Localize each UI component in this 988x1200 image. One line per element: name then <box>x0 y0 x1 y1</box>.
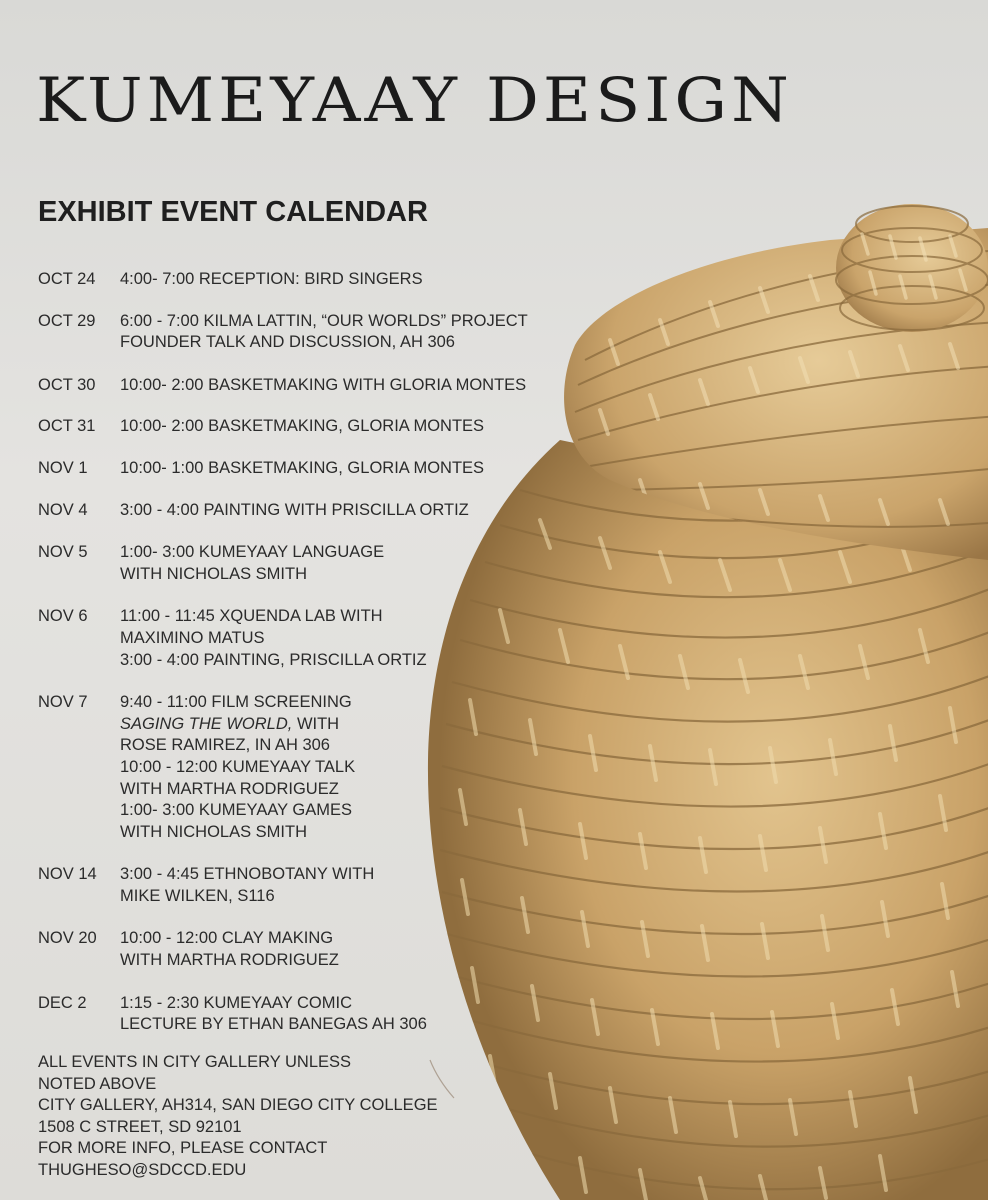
event-date: NOV 4 <box>38 500 88 519</box>
event-line: WITH NICHOLAS SMITH <box>120 564 308 583</box>
poster-subtitle: EXHIBIT EVENT CALENDAR <box>38 196 428 228</box>
event-line-film-title <box>120 714 355 736</box>
event-line: 1:15 - 2:30 KUMEYAAY COMIC <box>120 993 352 1012</box>
event-date: NOV 14 <box>38 865 97 884</box>
poster-title: KUMEYAAY DESIGN <box>36 65 793 136</box>
event-line: WITH NICHOLAS SMITH <box>120 822 308 841</box>
event-line: 1:00- 3:00 KUMEYAAY GAMES <box>120 801 353 820</box>
event-line: 3:00 - 4:45 ETHNOBOTANY WITH <box>120 865 375 884</box>
event-line: WITH MARTHA RODRIGUEZ <box>120 951 339 970</box>
event-oct-24 <box>38 269 528 291</box>
event-line: MAXIMINO MATUS <box>120 628 265 647</box>
event-line: 10:00- 1:00 BASKETMAKING, GLORIA MONTES <box>120 458 485 477</box>
event-date: NOV 6 <box>38 607 88 626</box>
footer-info <box>38 1052 438 1182</box>
footer-street: 1508 C STREET, SD 92101 <box>38 1117 242 1136</box>
film-title-suffix: WITH <box>292 714 340 733</box>
film-title: SAGING THE WORLD, <box>120 714 293 733</box>
event-line: 6:00 - 7:00 KILMA LATTIN, “OUR WORLDS” PROJECT <box>120 311 528 330</box>
event-nov-5 <box>38 542 528 585</box>
basket-lid-knob <box>836 204 988 332</box>
event-line: 3:00 - 4:00 PAINTING, PRISCILLA ORTIZ <box>120 650 427 669</box>
event-nov-6 <box>38 606 528 671</box>
footer-address: CITY GALLERY, AH314, SAN DIEGO CITY COLLEGE <box>38 1096 438 1115</box>
event-line: 1:00- 3:00 KUMEYAAY LANGUAGE <box>120 543 385 562</box>
event-nov-4 <box>38 500 528 522</box>
event-oct-29 <box>38 311 528 354</box>
event-line: ROSE RAMIREZ, IN AH 306 <box>120 736 330 755</box>
contact-email: THUGHESO@SDCCD.EDU <box>38 1160 247 1179</box>
event-date: OCT 30 <box>38 375 96 394</box>
event-line: 10:00 - 12:00 KUMEYAAY TALK <box>120 757 356 776</box>
event-line: MIKE WILKEN, S116 <box>120 886 275 905</box>
event-calendar <box>38 269 528 1036</box>
footer-line: FOR MORE INFO, PLEASE CONTACT <box>38 1139 328 1158</box>
event-oct-31 <box>38 416 528 438</box>
event-dec-2 <box>38 993 528 1036</box>
event-line: 10:00- 2:00 BASKETMAKING, GLORIA MONTES <box>120 417 485 436</box>
event-date: NOV 1 <box>38 458 88 477</box>
event-date: DEC 2 <box>38 993 87 1012</box>
event-nov-7 <box>38 692 528 843</box>
event-line: 3:00 - 4:00 PAINTING WITH PRISCILLA ORTIZ <box>120 500 469 519</box>
event-line: 10:00 - 12:00 CLAY MAKING <box>120 929 334 948</box>
event-nov-20 <box>38 928 528 971</box>
event-line: 11:00 - 11:45 XQUENDA LAB WITH <box>120 607 383 626</box>
event-line: FOUNDER TALK AND DISCUSSION, AH 306 <box>120 333 455 352</box>
event-date: OCT 29 <box>38 311 96 330</box>
event-line: 10:00- 2:00 BASKETMAKING WITH GLORIA MONTES <box>120 375 527 394</box>
event-date: NOV 20 <box>38 929 97 948</box>
footer-line: ALL EVENTS IN CITY GALLERY UNLESS <box>38 1053 352 1071</box>
footer-line: NOTED ABOVE <box>38 1074 157 1093</box>
event-line: 4:00- 7:00 RECEPTION: BIRD SINGERS <box>120 270 423 288</box>
event-nov-14 <box>38 864 528 907</box>
event-line: 9:40 - 11:00 FILM SCREENING <box>120 693 352 712</box>
event-date: OCT 24 <box>38 270 96 288</box>
event-date: OCT 31 <box>38 417 96 436</box>
event-date: NOV 5 <box>38 543 88 562</box>
event-oct-30 <box>38 375 528 397</box>
event-line: LECTURE BY ETHAN BANEGAS AH 306 <box>120 1015 427 1034</box>
event-line: WITH MARTHA RODRIGUEZ <box>120 779 339 798</box>
event-nov-1 <box>38 458 528 480</box>
event-date: NOV 7 <box>38 693 88 712</box>
